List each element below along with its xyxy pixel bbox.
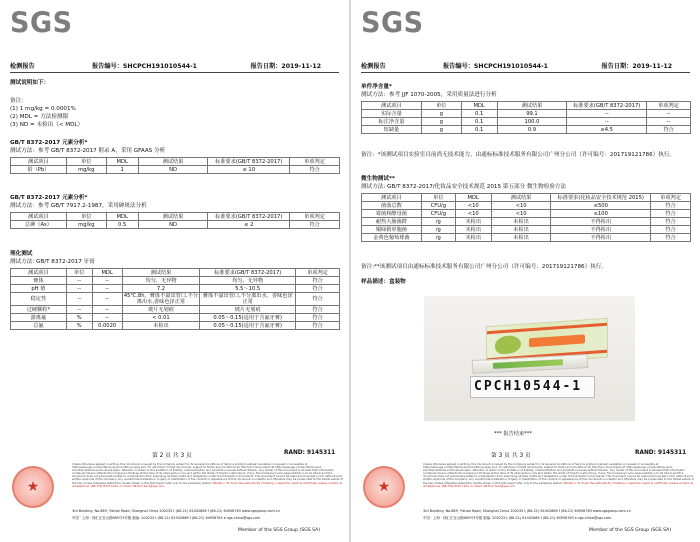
rand-code: RAND: 9145311 <box>284 450 336 456</box>
column-header: 测试项目 <box>11 158 67 166</box>
physchem-table <box>10 268 340 330</box>
column-header: 测试结果 <box>138 158 208 166</box>
table-cell: 符合 <box>651 202 691 210</box>
page-number: 第 3 页 共 3 页 <box>491 453 531 459</box>
table-cell: 未检出 <box>455 218 491 226</box>
column-header: 单位 <box>66 158 106 166</box>
table-cell: /g <box>421 226 455 234</box>
table-cell: -- <box>92 277 122 285</box>
physchem-method: 测试方法: GB/T 8372-2017 牙膏 <box>10 259 95 265</box>
table-cell: mg/kg <box>66 221 106 229</box>
table-cell: 0.0020 <box>92 322 122 330</box>
table-cell: 菌落总数 <box>362 202 422 210</box>
authenticity-attention: Attention: To check the authenticity of testing / inspection report & certificate, please contact us at telephone: (86-755) 8307 1443, or email: CN.Doccheck@sgs.com <box>72 480 343 488</box>
table-cell: 均匀、无异物 <box>122 277 200 285</box>
table-row <box>362 118 691 126</box>
note-line: (1) 1 mg/kg = 0.0001% <box>10 106 76 112</box>
table-cell: 玻片无划痕 <box>122 306 200 314</box>
table-cell: 符合 <box>296 314 340 322</box>
column-header: MDL <box>461 102 497 110</box>
column-header: 单项判定 <box>290 213 340 221</box>
table-cell: -- <box>567 110 647 118</box>
table-cell: <10 <box>491 210 551 218</box>
table-cell: 未检出 <box>491 234 551 242</box>
table-row <box>11 285 340 293</box>
table-cell: -- <box>92 285 122 293</box>
table-cell: 膏体不溢出管口,不分离出水，香味色泽正常 <box>200 293 296 306</box>
column-header: 测试结果 <box>122 269 200 277</box>
table-cell: 未检出 <box>491 218 551 226</box>
micro-method: 测试方法: GB/T 8372-2017/化妆品安全技术规范 2015 第五部分 微生物检验方法 <box>361 184 567 190</box>
table-cell: CFU/g <box>421 210 455 218</box>
company-seal: ★ <box>363 466 405 508</box>
table-cell: 符合 <box>651 226 691 234</box>
table-cell: 未检出 <box>122 322 200 330</box>
table-row <box>11 322 340 330</box>
company-seal: ★ <box>12 466 54 508</box>
report-page-3 <box>351 0 700 542</box>
table-cell: 符合 <box>651 218 691 226</box>
table-cell: < 0.01 <box>122 314 200 322</box>
table-cell: <10 <box>455 210 491 218</box>
notes-title: 测试说明如下： <box>10 80 50 86</box>
report-number: 报告编号：SHCPCH191010544-1 <box>92 63 197 70</box>
note-line: 备注： <box>10 98 27 104</box>
net-content-table <box>361 101 691 134</box>
column-header: 单位 <box>421 194 455 202</box>
table-row <box>362 202 691 210</box>
column-header: 单项判定 <box>647 102 691 110</box>
column-header: 单项判定 <box>296 269 340 277</box>
table-cell: 耐热大肠菌群 <box>362 218 422 226</box>
table-header-row <box>362 194 691 202</box>
report-date: 报告日期：2019-11-12 <box>250 63 321 70</box>
table-cell: 0.1 <box>461 110 497 118</box>
table-cell: 符合 <box>290 166 340 174</box>
table-cell: 100.0 <box>497 118 567 126</box>
table-row <box>11 293 340 306</box>
table-cell: 膏体 <box>11 277 67 285</box>
report-number: 报告编号：SHCPCH191010544-1 <box>443 63 548 70</box>
sample-description: 样品描述：盒装物 <box>361 279 406 285</box>
table-cell: 不得检出 <box>551 226 651 234</box>
column-header: 单位 <box>66 213 106 221</box>
net-section-title: 单件净含量* <box>361 84 392 90</box>
table-row <box>362 234 691 242</box>
table-cell: ND <box>138 221 208 229</box>
note-line: (2) MDL = 方法检测限 <box>10 114 69 120</box>
table-cell: -- <box>92 306 122 314</box>
table-cell: 标注净含量 <box>362 118 422 126</box>
column-header: 测试项目 <box>362 102 422 110</box>
lead-method: 测试方法：参考 GB/T 8372-2017 附录 A，采用 GFAAS 分析 <box>10 148 166 154</box>
note-line: (3) ND = 未检出（< MDL） <box>10 122 84 128</box>
column-header: MDL <box>455 194 491 202</box>
table-cell: g <box>421 126 461 134</box>
lead-table <box>10 157 340 174</box>
table-cell: 总砷（As） <box>11 221 67 229</box>
table-row <box>11 306 340 314</box>
table-cell: ≤100 <box>551 210 651 218</box>
table-row <box>362 126 691 134</box>
table-cell: -- <box>647 118 691 126</box>
brand-band <box>529 334 585 347</box>
net-note: 备注：*该测试项目实验室目前尚无技术能力，由通标标准技术服务有限公司广州分公司（许可编号：201719121786）执行。 <box>361 152 676 158</box>
column-header: 单位 <box>421 102 461 110</box>
table-cell: 铜绿假单胞菌 <box>362 226 422 234</box>
legal-fine-print: Unless otherwise agreed in writing, this document is issued by the Company subject to its General Conditions of Service printed overleaf, available on request or accessible at http://www.sgs.com/en/Terms-and-Conditions.aspx and, for electronic format documents, subject to Terms and Conditions for Electronic Documents at http://www.sgs.com/en/Terms-and-Conditions/Terms-e-Document.aspx. Attention is drawn to the limitation of liability, indemnification and jurisdiction issues defined therein. Any holder of this document is advised that information contained hereon reflects the Company's findings at the time of its intervention only and within the limits of Client's instructions, if any. The Company's sole responsibility is to its Client and this document does not exonerate parties to a transaction from exercising all their rights and obligations under the transaction documents. This document cannot be reproduced except in full, without prior written approval of the Company. Any unauthorized alteration, forgery or falsification of the content or appearance of this document is unlawful and offenders may be prosecuted to the fullest extent of the law. Unless otherwise stated the results shown in this test report refer only to the sample(s) tested. Attention: To check the authenticity of testing / inspection report & certificate, please contact us at telephone: (86-755) 8307 1443, or email: CN.Doccheck@sgs.com <box>72 463 344 488</box>
table-cell: 未检出 <box>491 226 551 234</box>
table-cell: -- <box>92 293 122 306</box>
physchem-section-title: 理化测试 <box>10 251 33 257</box>
table-row <box>362 226 691 234</box>
address-cn: 中国 · 上海 · 徐汇区宜山路889号3号楼 邮编: 200233 t (86-21) 61402666 f (86-21) 64958763 e sgs.china@sgs.com <box>72 516 261 520</box>
micro-section-title: 微生物测试** <box>361 176 395 182</box>
table-cell: 0.9 <box>497 126 567 134</box>
column-header: 单项判定 <box>290 158 340 166</box>
member-line: Member of the SGS Group (SGS SA) <box>238 528 321 533</box>
header-divider <box>361 72 690 73</box>
table-cell: 99.1 <box>497 110 567 118</box>
table-cell: 1 <box>106 166 138 174</box>
table-cell: 金黄色葡萄球菌 <box>362 234 422 242</box>
table-cell: <10 <box>491 202 551 210</box>
table-cell: ≤ 10 <box>208 166 290 174</box>
table-cell: /g <box>421 218 455 226</box>
table-cell: CFU/g <box>421 202 455 210</box>
column-header: 测试项目 <box>11 213 67 221</box>
table-cell: 不得检出 <box>551 234 651 242</box>
table-row <box>362 218 691 226</box>
table-cell: 7.2 <box>122 285 200 293</box>
table-cell: 符合 <box>651 234 691 242</box>
sgs-logo: SGS <box>361 7 424 40</box>
table-cell: pH 值 <box>11 285 67 293</box>
table-header-row <box>11 269 340 277</box>
table-cell: 玻片无划痕 <box>200 306 296 314</box>
table-cell: 短缺量 <box>362 126 422 134</box>
microbiology-table <box>361 193 691 242</box>
table-cell: 未检出 <box>455 234 491 242</box>
report-end: *** 报告结束*** <box>494 431 532 437</box>
net-method: 测试方法：参考 JJF 1070-2005，采用质量法进行分析 <box>361 92 497 98</box>
address-en: 3rd Building, No.889, Yishan Road, Shanghai China 200233 t (86-21) 61402666 f (86-21) 64958763 www.sgsgroup.com.cn <box>423 509 631 513</box>
column-header: 单项判定 <box>651 194 691 202</box>
rand-code: RAND: 9145311 <box>635 450 687 456</box>
table-cell: 霉菌和酵母菌 <box>362 210 422 218</box>
table-row <box>11 314 340 322</box>
sample-id-tag: CPCH10544-1 <box>470 376 595 398</box>
column-header: MDL <box>92 269 122 277</box>
column-header: 单位 <box>66 269 92 277</box>
table-cell: -- <box>647 110 691 118</box>
arsenic-method: 测试方法：参考 GB/T 7917.2-1987，采用砷斑法分析 <box>10 203 147 209</box>
table-header-row <box>362 102 691 110</box>
table-row <box>11 277 340 285</box>
header-label: 检测报告 <box>10 63 35 70</box>
column-header: 标准要求(化妆品安全技术规范 2015) <box>551 194 651 202</box>
table-cell: 实际含量 <box>362 110 422 118</box>
column-header: 测试结果 <box>491 194 551 202</box>
table-cell: <10 <box>455 202 491 210</box>
header-divider <box>10 72 339 73</box>
table-cell: 未检出 <box>455 226 491 234</box>
micro-note: 备注:**该测试项目由通标标准技术服务有限公司广州分公司（许可编号：201719121786）执行。 <box>361 264 607 270</box>
table-cell: -- <box>66 306 92 314</box>
table-cell: 过硬颗粒* <box>11 306 67 314</box>
table-cell: 稳定性 <box>11 293 67 306</box>
lead-section-title: GB/T 8372-2017 元素分析* <box>10 140 88 146</box>
page-number: 第 2 页 共 3 页 <box>152 453 192 459</box>
table-cell: 符合 <box>296 293 340 306</box>
table-cell: 0.5 <box>106 221 138 229</box>
table-cell: -- <box>66 285 92 293</box>
address-cn: 中国 · 上海 · 徐汇区宜山路889号3号楼 邮编: 200233 t (86-21) 61402666 f (86-21) 64958763 e sgs.china@sgs.com <box>423 516 612 520</box>
table-cell: % <box>66 322 92 330</box>
table-cell: -- <box>66 293 92 306</box>
table-cell: 0.05～0.15(适用于含氟牙膏) <box>200 314 296 322</box>
column-header: 测试结果 <box>497 102 567 110</box>
table-cell: 45℃,8h，膏体不溢出管口,不分离出水,香味色泽正常 <box>123 293 199 305</box>
table-cell: 0.05～0.15(适用于含氟牙膏) <box>200 322 296 330</box>
column-header: 标准要求(GB/T 8372-2017) <box>200 269 296 277</box>
table-cell: mg/kg <box>66 166 106 174</box>
member-line: Member of the SGS Group (SGS SA) <box>589 528 672 533</box>
table-cell: ≤4.5 <box>567 126 647 134</box>
column-header: 标准要求(GB/T 8372-2017) <box>567 102 647 110</box>
table-cell: 符合 <box>296 285 340 293</box>
report-date: 报告日期：2019-11-12 <box>601 63 672 70</box>
column-header: MDL <box>106 158 138 166</box>
table-cell: g <box>421 110 461 118</box>
legal-fine-print: Unless otherwise agreed in writing, this document is issued by the Company subject to its General Conditions of Service printed overleaf, available on request or accessible at http://www.sgs.com/en/Terms-and-Conditions.aspx and, for electronic format documents, subject to Terms and Conditions for Electronic Documents at http://www.sgs.com/en/Terms-and-Conditions/Terms-e-Document.aspx. Attention is drawn to the limitation of liability, indemnification and jurisdiction issues defined therein. Any holder of this document is advised that information contained hereon reflects the Company's findings at the time of its intervention only and within the limits of Client's instructions, if any. The Company's sole responsibility is to its Client and this document does not exonerate parties to a transaction from exercising all their rights and obligations under the transaction documents. This document cannot be reproduced except in full, without prior written approval of the Company. Any unauthorized alteration, forgery or falsification of the content or appearance of this document is unlawful and offenders may be prosecuted to the fullest extent of the law. Unless otherwise stated the results shown in this test report refer only to the sample(s) tested. Attention: To check the authenticity of testing / inspection report & certificate, please contact us at telephone: (86-755) 8307 1443, or email: CN.Doccheck@sgs.com <box>423 463 695 488</box>
table-cell: 5.5～10.5 <box>200 285 296 293</box>
address-en: 3rd Building, No.889, Yishan Road, Shanghai China 200233 t (86-21) 61402666 f (86-21) 64958763 www.sgsgroup.com.cn <box>72 509 280 513</box>
column-header: MDL <box>106 213 138 221</box>
table-cell: -- <box>66 277 92 285</box>
table-cell: /g <box>421 234 455 242</box>
sgs-logo: SGS <box>10 7 73 40</box>
table-cell: -- <box>92 314 122 322</box>
table-cell: 符合 <box>296 322 340 330</box>
report-page-2 <box>0 0 349 542</box>
table-cell: 均匀、无异物 <box>200 277 296 285</box>
arsenic-section-title: GB/T 8372-2017 元素分析* <box>10 195 88 201</box>
authenticity-attention: Attention: To check the authenticity of testing / inspection report & certificate, please contact us at telephone: (86-755) 8307 1443, or email: CN.Doccheck@sgs.com <box>423 480 694 488</box>
table-cell: ≤ 2 <box>208 221 290 229</box>
column-header: 标准要求(GB/T 8372-2017) <box>208 158 290 166</box>
table-cell: 总氟 <box>11 322 67 330</box>
table-cell: 0.1 <box>461 126 497 134</box>
leaf-graphic <box>495 335 521 355</box>
sample-photo <box>424 296 635 421</box>
table-cell: ND <box>138 166 208 174</box>
table-cell: 铅（Pb） <box>11 166 67 174</box>
column-header: 测试结果 <box>138 213 208 221</box>
column-header: 标准要求(GB/T 8372-2017) <box>208 213 290 221</box>
table-row <box>11 166 340 174</box>
header-label: 检测报告 <box>361 63 386 70</box>
table-cell: -- <box>567 118 647 126</box>
table-cell: 符合 <box>296 306 340 314</box>
table-cell: % <box>66 314 92 322</box>
table-row <box>362 210 691 218</box>
table-cell: g <box>421 118 461 126</box>
table-cell: 符合 <box>296 277 340 285</box>
table-cell: 符合 <box>290 221 340 229</box>
table-cell: 符合 <box>647 126 691 134</box>
column-header: 测试项目 <box>11 269 67 277</box>
arsenic-table <box>10 212 340 229</box>
table-cell: 符合 <box>651 210 691 218</box>
table-header-row <box>11 213 340 221</box>
table-cell: 不得检出 <box>551 218 651 226</box>
table-cell: 游离氟 <box>11 314 67 322</box>
table-row <box>11 221 340 229</box>
column-header: 测试项目 <box>362 194 422 202</box>
table-header-row <box>11 158 340 166</box>
table-cell: 0.1 <box>461 118 497 126</box>
table-row <box>362 110 691 118</box>
table-cell: ≤500 <box>551 202 651 210</box>
